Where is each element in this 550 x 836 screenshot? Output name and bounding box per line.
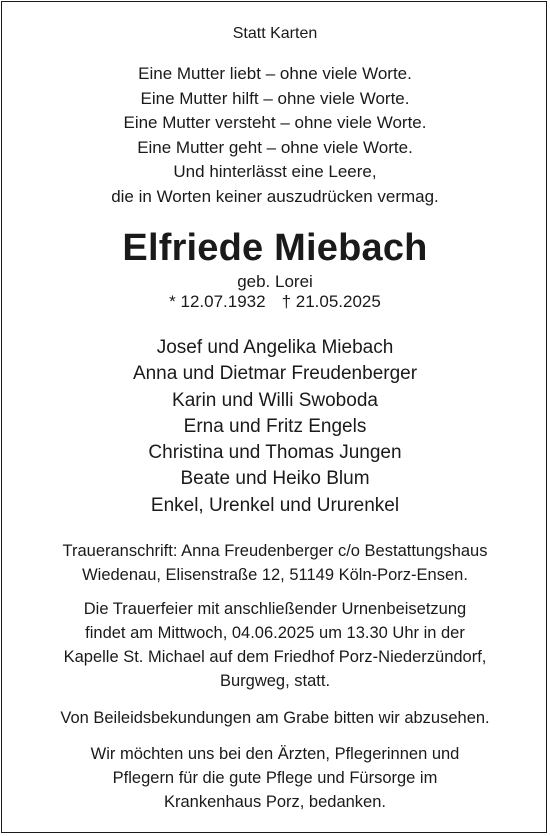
- mourning-address: [0, 539, 550, 587]
- address-line: Traueranschrift: Anna Freudenberger c/o Bestattungshaus: [62, 542, 488, 560]
- maiden-name-text: geb. Lorei: [237, 272, 313, 291]
- poem-line: Eine Mutter hilft – ohne viele Worte.: [140, 88, 410, 108]
- notice-header: [0, 24, 550, 44]
- condolence-note: [0, 706, 550, 730]
- mourners-list: [0, 335, 550, 519]
- thanks-line: Krankenhaus Porz, bedanken.: [164, 793, 386, 811]
- poem-line: Eine Mutter liebt – ohne viele Worte.: [138, 64, 412, 83]
- mourner-entry: Erna und Fritz Engels: [183, 415, 367, 437]
- service-line: findet am Mittwoch, 04.06.2025 um 13.30 Uhr in der: [85, 624, 465, 642]
- maiden-name: [0, 271, 550, 293]
- poem: [0, 62, 550, 209]
- service-line: Kapelle St. Michael auf dem Friedhof Porz-Niederzündorf,: [63, 648, 487, 666]
- thanks-line: Pflegern für die gute Pflege und Fürsorge im: [112, 769, 438, 787]
- poem-line: die in Worten keiner auszudrücken vermag.: [111, 186, 439, 206]
- thanks-note: [0, 742, 550, 814]
- birth-date: * 12.07.1932: [169, 292, 266, 311]
- service-line: Die Trauerfeier mit anschließender Urnenbeisetzung: [83, 600, 467, 618]
- poem-line: Eine Mutter geht – ohne viele Worte.: [137, 137, 413, 157]
- address-line: Wiedenau, Elisenstraße 12, 51149 Köln-Porz-Ensen.: [82, 566, 468, 584]
- mourner-entry: Christina und Thomas Jungen: [148, 442, 402, 464]
- mourner-entry: Beate und Heiko Blum: [180, 468, 370, 490]
- header-text: Statt Karten: [232, 25, 318, 42]
- death-date: † 21.05.2025: [281, 292, 381, 311]
- mourner-entry: Anna und Dietmar Freudenberger: [132, 363, 418, 385]
- service-line: Burgweg, statt.: [219, 672, 331, 690]
- thanks-line: Wir möchten uns bei den Ärzten, Pflegerinnen und: [90, 745, 460, 763]
- service-info: [0, 597, 550, 693]
- poem-line: Und hinterlässt eine Leere,: [173, 162, 377, 181]
- mourner-entry: Karin und Willi Swoboda: [172, 389, 378, 411]
- mourner-entry: Josef und Angelika Miebach: [156, 337, 394, 358]
- life-dates: [0, 291, 550, 313]
- mourner-entry: Enkel, Urenkel und Ururenkel: [150, 494, 400, 516]
- condolence-line: Von Beileidsbekundungen am Grabe bitten wir abzusehen.: [60, 709, 490, 727]
- poem-line: Eine Mutter versteht – ohne viele Worte.: [123, 113, 427, 132]
- deceased-name-text: Elfriede Miebach: [122, 227, 428, 269]
- deceased-name: [0, 226, 550, 270]
